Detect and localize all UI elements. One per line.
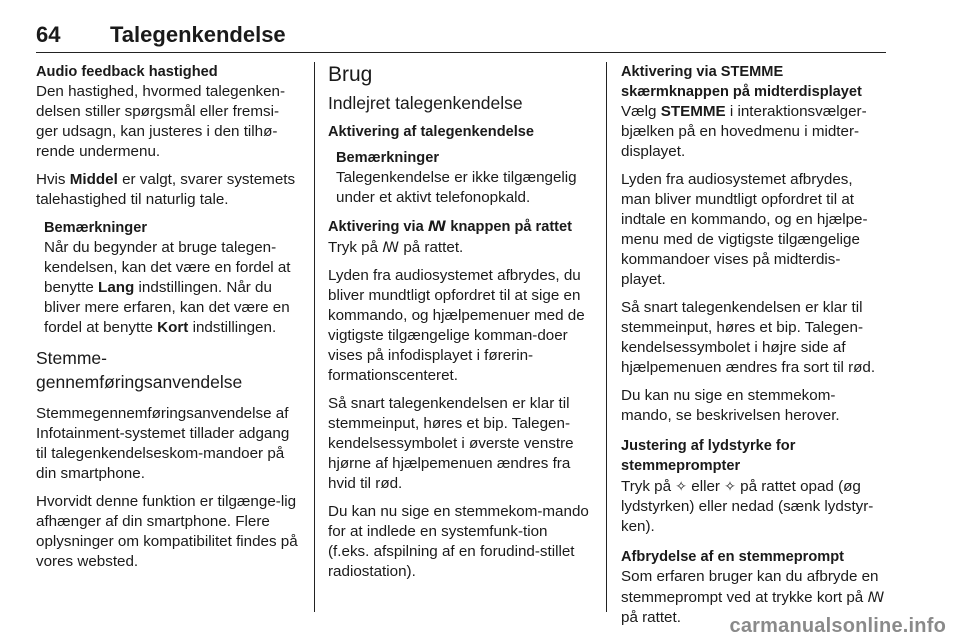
option-lang: Lang: [98, 279, 135, 296]
text: eller: [687, 478, 725, 495]
text: på rattet opad (øg lydstyrken) eller nedad (sænk lydstyr-ken).: [621, 478, 874, 535]
paragraph: Den hastighed, hvormed talegenken-delsen stiller spørgsmål eller fremsi-ger udsagn, kan justeres i den tilhø-rende undermenu.: [36, 83, 286, 160]
header-rule: [36, 52, 886, 53]
paragraph: Lyden fra audiosystemet afbrydes, man bliver mundtligt opfordret til at indtale en kommando, og en hjælpe-menu med de vigtigste tilgængelige kommandoer vises på midterdis-playet.: [621, 171, 868, 288]
text: Som erfaren bruger kan du afbryde en stemmeprompt ved at trykke kort på: [621, 568, 879, 606]
subheading-aktivering: Aktivering af talegenkendelse: [328, 124, 535, 140]
note-box: [328, 148, 592, 208]
note-title: Bemærkninger: [336, 150, 439, 166]
text: Aktivering via: [328, 219, 428, 235]
note-box: [36, 218, 300, 338]
paragraph: Stemmegennemføringsanvendelse af Infotainment-systemet tillader adgang til talegenkendelseskom-mandoer på din smartphone.: [36, 405, 290, 482]
column-3: [621, 62, 885, 636]
voice-icon: ꟿ: [867, 589, 885, 605]
section-heading-brug: Brug: [328, 63, 373, 86]
voice-icon: ꟿ: [427, 218, 447, 234]
heading-stemme-gennemforing: Stemme-gennemføringsanvendelse: [36, 348, 243, 392]
text: Vælg: [621, 103, 661, 120]
heading-indlejret: Indlejret talegenkendelse: [328, 93, 523, 113]
paragraph: [621, 476, 885, 537]
paragraph: [36, 170, 300, 210]
option-stemme: STEMME: [660, 103, 726, 120]
note-text: Talegenkendelse er ikke tilgængelig under et aktivt telefonopkald.: [336, 169, 577, 206]
watermark: carmanualsonline.info: [729, 615, 946, 637]
running-title: Talegenkendelse: [110, 22, 286, 47]
paragraph: Hvorvidt denne funktion er tilgænge-lig afhænger af din smartphone. Flere oplysninger om kompatibilitet findes på vores websted.: [36, 493, 298, 570]
text: Når du begynder at bruge talegen-kendelsen, kan det være en fordel at benytte: [44, 239, 291, 296]
page-header: [36, 22, 886, 50]
note-title: Bemærkninger: [44, 220, 147, 236]
text: knappen på rattet: [446, 219, 573, 235]
column-divider: [606, 62, 607, 612]
column-divider: [314, 62, 315, 612]
paragraph: Lyden fra audiosystemet afbrydes, du bliver mundtligt opfordret til at sige en kommando, og hjælpemenuer med de vigtigste tilgængelige komman-doer vises på infodisplayet i førerin-formationscenteret.: [328, 267, 585, 384]
paragraph: Så snart talegenkendelsen er klar til stemmeinput, høres et bip. Talegen-kendelsessymbolet i øverste venstre hjørne af hjælpemenuen ændres fra hvid til rød.: [328, 395, 574, 492]
voice-icon: ꟿ: [382, 239, 400, 255]
paragraph: Du kan nu sige en stemmekom-mando, se beskrivelsen herover.: [621, 387, 840, 424]
paragraph: Du kan nu sige en stemmekom-mando for at indlede en systemfunk-tion (f.eks. afspilning af en forudind-stillet radiostation).: [328, 503, 589, 580]
subheading-aktivering-stemme: Aktivering via STEMME skærmknappen på midterdisplayet: [621, 64, 862, 100]
text: på rattet.: [399, 239, 464, 256]
column-2: [328, 62, 592, 590]
option-kort: Kort: [157, 319, 189, 336]
option-middel: Middel: [69, 171, 118, 188]
paragraph: Så snart talegenkendelsen er klar til stemmeinput, høres et bip. Talegen-kendelsessymbolet i højre side af hjælpemenuen ændres fra sort til rød.: [621, 299, 876, 376]
subheading-audio-feedback: Audio feedback hastighed: [36, 64, 218, 80]
volume-up-icon: ✧: [675, 478, 688, 494]
text: på rattet.: [621, 609, 681, 626]
text: Hvis: [36, 171, 70, 188]
page-number: 64: [36, 22, 61, 47]
text: indstillingen.: [188, 319, 277, 336]
subheading-aktivering-knap: [328, 216, 592, 237]
text: indstillingen. Når du bliver mere erfaren, kan det være en fordel at benytte: [44, 279, 290, 336]
text: er valgt, svarer systemets talehastighed til naturlig tale.: [36, 171, 296, 208]
note-text: [44, 238, 300, 338]
text: Tryk på: [621, 478, 676, 495]
volume-down-icon: ✧: [724, 478, 736, 494]
subheading-justering: Justering af lydstyrke for stemmeprompter: [621, 438, 796, 474]
subheading-afbrydelse: Afbrydelse af en stemmeprompt: [621, 549, 845, 565]
paragraph: [328, 237, 592, 258]
paragraph: [621, 102, 885, 162]
text: i interaktionsvælger-bjælken på en hovedmenu i midter-displayet.: [621, 103, 867, 160]
text: Tryk på: [328, 239, 383, 256]
column-1: [36, 62, 300, 580]
